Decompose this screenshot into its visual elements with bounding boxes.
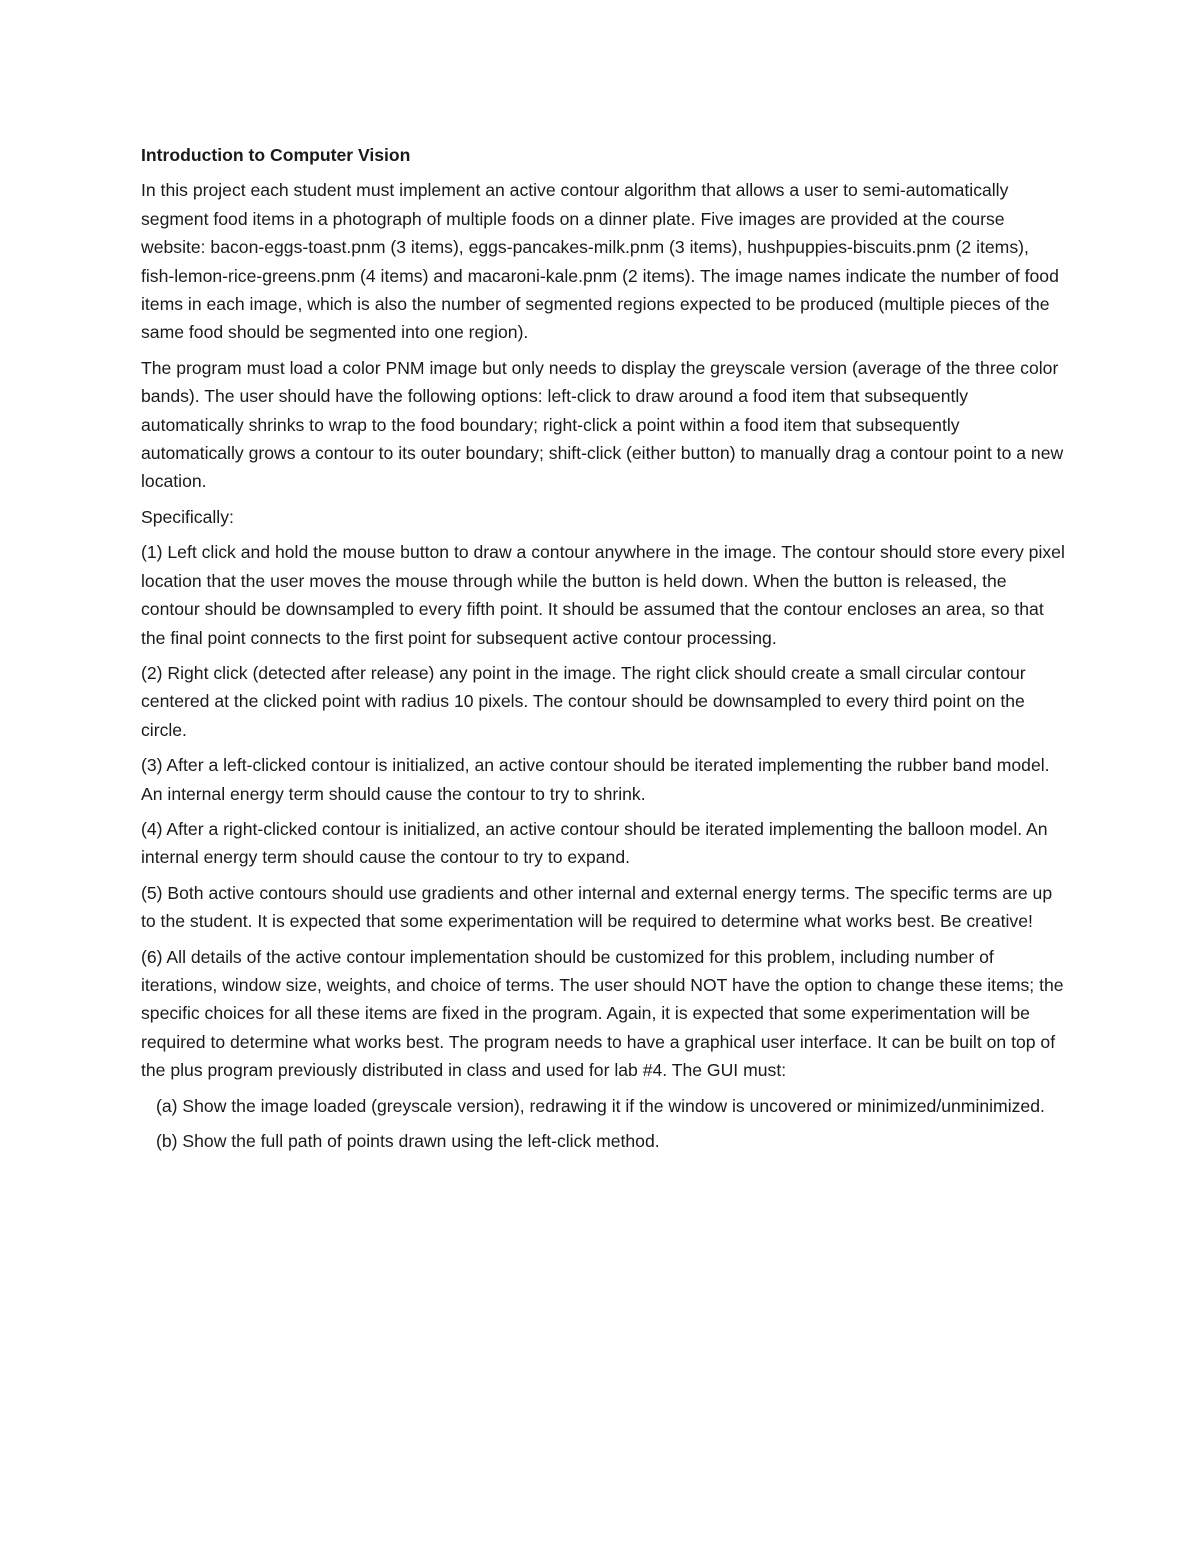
paragraph-intro: In this project each student must implement an active contour algorithm that allows a user to semi-automatically segment food items in a photograph of multiple foods on a dinner plate. Five images are provided at the course website: bacon-eggs-toast.pnm (3 items), eggs-pancakes-milk.pnm (3 items), hushpuppies-biscuits.pnm (2 items), fish-lemon-rice-greens.pnm (4 items) and macaroni-kale.pnm (2 items). The image names indicate the number of food items in each image, which is also the number of segmented regions expected to be produced (multiple pieces of the same food should be segmented into one region). xyxy=(141,180,1059,343)
paragraph-item-3: (3) After a left-clicked contour is initialized, an active contour should be iterated implementing the rubber band model. An internal energy term should cause the contour to try to shrink. xyxy=(141,755,1050,804)
paragraph-item-5: (5) Both active contours should use gradients and other internal and external energy terms. The specific terms are up to the student. It is expected that some experimentation will be required to determine what works best. Be creative! xyxy=(141,882,1053,932)
paragraph-item-4: (4) After a right-clicked contour is initialized, an active contour should be iterated implementing the balloon model. An internal energy term should cause the contour to try to expand. xyxy=(141,818,1048,868)
paragraph-specifically: Specifically: xyxy=(141,506,234,527)
document-page xyxy=(141,141,1066,1162)
document-title: Introduction to Computer Vision xyxy=(141,145,411,165)
paragraph-item-1: (1) Left click and hold the mouse button to draw a contour anywhere in the image. The contour should store every pixel location that the user moves the mouse through while the button is held down. When the button is released, the contour should be downsampled to every fifth point. It should be assumed that the contour encloses an area, so that the final point connects to the first point for subsequent active contour processing. xyxy=(141,542,1065,648)
paragraph-program-overview: The program must load a color PNM image but only needs to display the greyscale version (average of the three color bands). The user should have the following options: left-click to draw around a food item that subsequently automatically shrinks to wrap to the food boundary; right-click a point within a food item that subsequently automatically grows a contour to its outer boundary; shift-click (either button) to manually drag a contour point to a new location. xyxy=(141,357,1064,492)
paragraph-gui-b: (b) Show the full path of points drawn using the left-click method. xyxy=(156,1131,660,1151)
paragraph-gui-a: (a) Show the image loaded (greyscale version), redrawing it if the window is uncovered or minimized/unminimized. xyxy=(156,1095,1045,1116)
paragraph-item-2: (2) Right click (detected after release) any point in the image. The right click should create a small circular contour centered at the clicked point with radius 10 pixels. The contour should be downsampled to every third point on the circle. xyxy=(141,662,1026,740)
paragraph-item-6: (6) All details of the active contour implementation should be customized for this problem, including number of iterations, window size, weights, and choice of terms. The user should NOT have the option to change these items; the specific choices for all these items are fixed in the program. Again, it is expected that some experimentation will be required to determine what works best. The program needs to have a graphical user interface. It can be built on top of the plus program previously distributed in class and used for lab #4. The GUI must: xyxy=(141,946,1064,1081)
